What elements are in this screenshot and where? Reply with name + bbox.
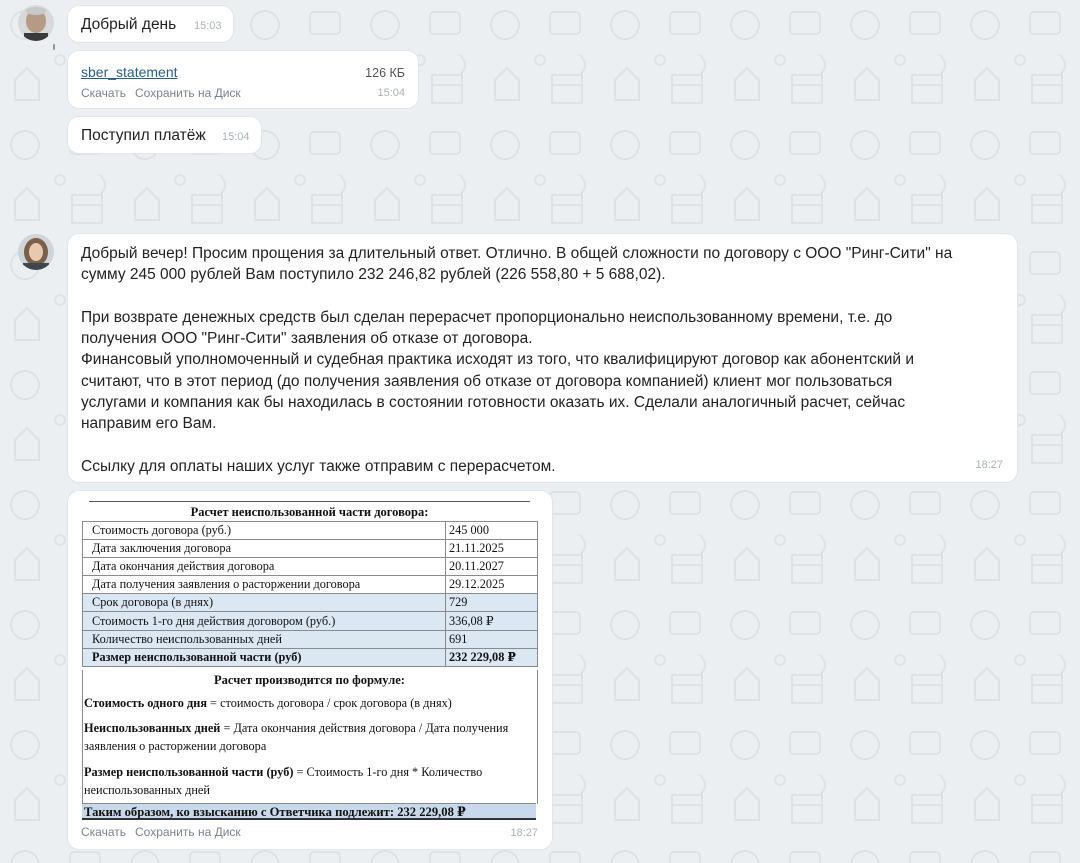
calc-result: Таким образом, ко взысканию с Ответчика подлежит: 232 229,08 ₽ <box>82 803 536 820</box>
file-size: 126 КБ <box>365 66 405 80</box>
calc-label: Стоимость 1-го дня действия договором (руб.) <box>83 612 446 630</box>
formula-title: Расчет производится по формуле: <box>214 673 405 687</box>
message-time: 15:04 <box>222 131 250 143</box>
formula-line: Неиспользованных дней = Дата окончания действия договора / Дата получения заявления о расторжении договора <box>84 721 509 753</box>
formula-line: Стоимость одного дня = стоимость договора / срок договора (в днях) <box>84 696 452 710</box>
calc-label: Срок договора (в днях) <box>83 594 446 612</box>
sender-avatar-1[interactable] <box>18 5 54 41</box>
message-payment <box>67 116 262 154</box>
calc-value: 336,08 ₽ <box>446 612 538 630</box>
message-reply <box>67 233 1018 483</box>
text-line: Ссылку для оплаты наших услуг также отправим с перерасчетом. <box>81 457 556 475</box>
user-avatar-male-icon <box>18 5 54 41</box>
sender-avatar-2[interactable] <box>18 234 54 270</box>
calc-value: 245 000 <box>446 522 538 540</box>
save-to-disk-link[interactable]: Сохранить на Диск <box>135 825 241 839</box>
calc-row <box>83 630 538 648</box>
message-time: 18:27 <box>975 459 1003 471</box>
message-time: 18:27 <box>510 827 538 839</box>
calc-row <box>83 648 538 666</box>
message-greeting <box>67 5 234 43</box>
text-line: направим его Вам. <box>81 415 217 433</box>
download-link[interactable]: Скачать <box>81 86 126 100</box>
calc-value: 232 229,08 ₽ <box>446 648 538 666</box>
user-avatar-female-icon <box>18 234 54 270</box>
message-time: 15:03 <box>194 20 222 32</box>
calc-row <box>83 612 538 630</box>
calc-value: 21.11.2025 <box>446 540 538 558</box>
text-line: услугами и компания как бы находилась в состоянии готовности оказать их. Сделали аналогичный расчет, сейчас <box>81 394 906 412</box>
calculation-image[interactable] <box>81 499 538 820</box>
calc-row <box>83 540 538 558</box>
message-text: Добрый день <box>81 16 177 33</box>
text-line: получения ООО "Ринг-Сити" заявления об отказе от договора. <box>81 330 533 348</box>
calc-label: Количество неиспользованных дней <box>83 630 446 648</box>
message-time: 15:04 <box>377 87 405 99</box>
calc-label: Стоимость договора (руб.) <box>83 522 446 540</box>
calc-label: Размер неиспользованной части (руб) <box>83 648 446 666</box>
calc-row <box>83 576 538 594</box>
text-line: сумму 245 000 рублей Вам поступило 232 246,82 рублей (226 558,80 + 5 688,02). <box>81 266 666 284</box>
message-file <box>67 50 419 109</box>
text-line: Финансовый уполномоченный и судебная практика исходят из того, что квалифицируют договор как абонентский и <box>81 351 914 369</box>
message-text: Поступил платёж <box>81 127 206 144</box>
calc-table <box>82 521 538 667</box>
message-image <box>67 490 553 850</box>
calc-value: 691 <box>446 630 538 648</box>
calc-value: 729 <box>446 594 538 612</box>
calc-label: Дата получения заявления о расторжении договора <box>83 576 446 594</box>
file-name-link[interactable]: sber_statement <box>81 64 178 80</box>
calc-row <box>83 594 538 612</box>
formula-line: Размер неиспользованной части (руб) = Стоимость 1-го дня * Количество неиспользованных дней <box>84 765 483 797</box>
read-indicator <box>53 44 55 50</box>
calc-title: Расчет неиспользованной части договора: <box>190 505 429 519</box>
message-text <box>81 243 1011 477</box>
calc-value: 29.12.2025 <box>446 576 538 594</box>
calc-row <box>83 522 538 540</box>
calc-label: Дата окончания действия договора <box>83 558 446 576</box>
text-line: При возврате денежных средств был сделан перерасчет пропорционально неиспользованному времени, т.е. до <box>81 308 893 326</box>
calc-value: 20.11.2027 <box>446 558 538 576</box>
save-to-disk-link[interactable]: Сохранить на Диск <box>135 86 241 100</box>
calc-row <box>83 558 538 576</box>
text-line: считают, что в этот период (до получения заявления об отказе от договора компанией) клиент мог пользоваться <box>81 372 893 390</box>
download-link[interactable]: Скачать <box>81 825 126 839</box>
text-line: Добрый вечер! Просим прощения за длительный ответ. Отлично. В общей сложности по договору с ООО "Ринг-Сити" на <box>81 245 953 262</box>
calc-label: Дата заключения договора <box>83 540 446 558</box>
